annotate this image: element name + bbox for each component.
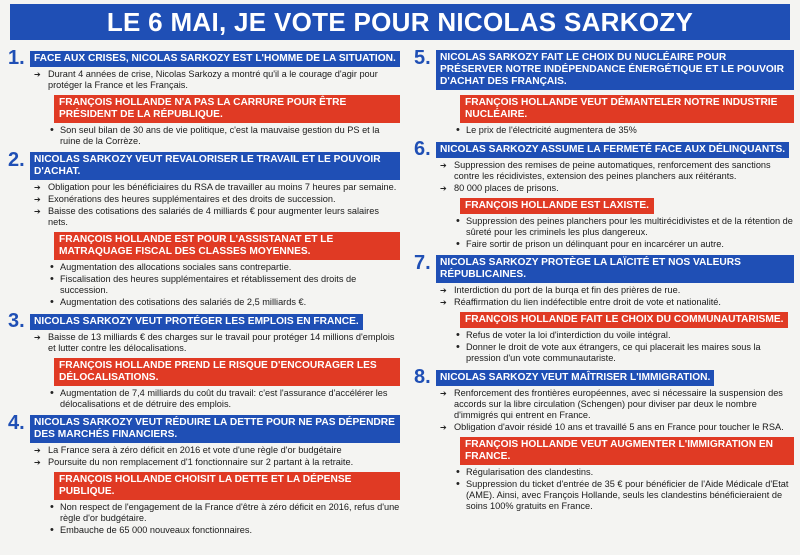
program-section — [414, 48, 794, 136]
sarkozy-heading: FACE AUX CRISES, NICOLAS SARKOZY EST L'HOMME DE LA SITUATION. — [30, 51, 400, 67]
list-item: ➔ Baisse des cotisations des salariés de 4 milliards € pour augmenter leurs salaires nets. — [34, 206, 400, 228]
hollande-points — [30, 262, 400, 308]
list-item: • Non respect de l'engagement de la France d'être à zéro déficit en 2016, refus d'une règle d'or budgétaire. — [50, 502, 400, 524]
hollande-heading: FRANÇOIS HOLLANDE VEUT DÉMANTELER NOTRE INDUSTRIE NUCLÉAIRE. — [460, 95, 794, 123]
section-number: 5. — [414, 47, 431, 69]
sarkozy-points — [30, 182, 400, 228]
title-banner: LE 6 MAI, JE VOTE POUR NICOLAS SARKOZY — [10, 4, 790, 40]
list-item: • Suppression du ticket d'entrée de 35 € pour bénéficier de l'Aide Médicale d'Etat (AME). Ainsi, avec François Hollande, seuls les clandestins bénéficieraient de soins 100% gratuits en France. — [456, 479, 794, 512]
section-number: 3. — [8, 310, 25, 332]
list-item: ➔ Interdiction du port de la burqa et fin des prières de rue. — [440, 285, 794, 296]
hollande-points — [30, 125, 400, 147]
section-number: 6. — [414, 138, 431, 160]
list-item: • Augmentation des allocations sociales sans contrepartie. — [50, 262, 400, 273]
sarkozy-heading: NICOLAS SARKOZY VEUT RÉDUIRE LA DETTE POUR NE PAS DÉPENDRE DES MARCHÉS FINANCIERS. — [30, 415, 400, 443]
program-section — [8, 48, 400, 147]
sarkozy-heading: NICOLAS SARKOZY VEUT REVALORISER LE TRAVAIL ET LE POUVOIR D'ACHAT. — [30, 152, 400, 180]
hollande-heading: FRANÇOIS HOLLANDE FAIT LE CHOIX DU COMMUNAUTARISME. — [460, 312, 788, 328]
sarkozy-points — [30, 445, 400, 468]
hollande-points — [436, 467, 794, 512]
sarkozy-points — [436, 388, 794, 433]
list-item: ➔ Obligation d'avoir résidé 10 ans et travaillé 5 ans en France pour toucher le RSA. — [440, 422, 794, 433]
section-number: 1. — [8, 47, 25, 69]
list-item: • Embauche de 65 000 nouveaux fonctionnaires. — [50, 525, 400, 536]
list-item: ➔ Réaffirmation du lien indéfectible entre droit de vote et nationalité. — [440, 297, 794, 308]
list-item: ➔ Obligation pour les bénéficiaires du RSA de travailler au moins 7 heures par semaine. — [34, 182, 400, 193]
hollande-points — [30, 502, 400, 536]
list-item: • Donner le droit de vote aux étrangers, ce qui placerait les maires sous la pression d'un vote communautariste. — [456, 342, 794, 364]
hollande-heading: FRANÇOIS HOLLANDE CHOISIT LA DETTE ET LA DÉPENSE PUBLIQUE. — [54, 472, 400, 500]
program-section — [414, 253, 794, 364]
list-item: • Son seul bilan de 30 ans de vie politique, c'est la mauvaise gestion du PS et la ruine de la Corrèze. — [50, 125, 400, 147]
hollande-heading: FRANÇOIS HOLLANDE N'A PAS LA CARRURE POUR ÊTRE PRÉSIDENT DE LA RÉPUBLIQUE. — [54, 95, 400, 123]
hollande-heading: FRANÇOIS HOLLANDE PREND LE RISQUE D'ENCOURAGER LES DÉLOCALISATIONS. — [54, 358, 400, 386]
hollande-points — [436, 330, 794, 364]
program-section — [414, 367, 794, 512]
sarkozy-heading: NICOLAS SARKOZY ASSUME LA FERMETÉ FACE AUX DÉLINQUANTS. — [436, 142, 789, 158]
hollande-heading: FRANÇOIS HOLLANDE VEUT AUGMENTER L'IMMIGRATION EN FRANCE. — [460, 437, 794, 465]
list-item: • Refus de voter la loi d'interdiction du voile intégral. — [456, 330, 794, 341]
list-item: • Le prix de l'électricité augmentera de 35% — [456, 125, 794, 136]
list-item: • Suppression des peines planchers pour les multirécidivistes et de la rétention de sûreté pour les criminels les plus dangereux. — [456, 216, 794, 238]
list-item: ➔ La France sera à zéro déficit en 2016 et vote d'une règle d'or budgétaire — [34, 445, 400, 456]
sarkozy-points — [30, 69, 400, 91]
list-item: ➔ Poursuite du non remplacement d'1 fonctionnaire sur 2 partant à la retraite. — [34, 457, 400, 468]
list-item: • Fiscalisation des heures supplémentaires et rétablissement des droits de succession. — [50, 274, 400, 296]
program-section — [8, 413, 400, 536]
list-item: ➔ Baisse de 13 milliards € des charges sur le travail pour protéger 14 millions d'emplois et lutter contre les délocalisations. — [34, 332, 400, 354]
program-section — [414, 139, 794, 250]
hollande-points — [436, 216, 794, 250]
list-item: ➔ Suppression des remises de peine automatiques, renforcement des sanctions contre les récidivistes, extension des peines planchers aux réitérants. — [440, 160, 794, 182]
list-item: ➔ Exonérations des heures supplémentaires et des droits de succession. — [34, 194, 400, 205]
sarkozy-heading: NICOLAS SARKOZY PROTÈGE LA LAÏCITÉ ET NOS VALEURS RÉPUBLICAINES. — [436, 255, 794, 283]
list-item: ➔ Durant 4 années de crise, Nicolas Sarkozy a montré qu'il a le courage d'agir pour protéger la France et les Français. — [34, 69, 400, 91]
sarkozy-points — [436, 285, 794, 308]
sarkozy-heading: NICOLAS SARKOZY FAIT LE CHOIX DU NUCLÉAIRE POUR PRÉSERVER NOTRE INDÉPENDANCE ÉNERGÉTIQUE ET LE POUVOIR D'ACHAT DES FRANÇAIS. — [436, 50, 794, 90]
sarkozy-heading: NICOLAS SARKOZY VEUT PROTÉGER LES EMPLOIS EN FRANCE. — [30, 314, 363, 330]
hollande-points — [30, 388, 400, 410]
hollande-heading: FRANÇOIS HOLLANDE EST LAXISTE. — [460, 198, 654, 214]
left-column — [8, 48, 400, 539]
list-item: • Faire sortir de prison un délinquant pour en incarcérer un autre. — [456, 239, 794, 250]
list-item: • Régularisation des clandestins. — [456, 467, 794, 478]
section-number: 2. — [8, 149, 25, 171]
program-section — [8, 311, 400, 410]
hollande-heading: FRANÇOIS HOLLANDE EST POUR L'ASSISTANAT ET LE MATRAQUAGE FISCAL DES CLASSES MOYENNES. — [54, 232, 400, 260]
list-item: • Augmentation de 7,4 milliards du coût du travail: c'est l'assurance d'accélérer les délocalisations et de détruire des emplois. — [50, 388, 400, 410]
list-item: ➔ 80 000 places de prisons. — [440, 183, 794, 194]
right-column — [414, 48, 794, 515]
list-item: • Augmentation des cotisations des salariés de 2,5 milliards €. — [50, 297, 400, 308]
hollande-points — [436, 125, 794, 136]
sarkozy-points — [30, 332, 400, 354]
section-number: 8. — [414, 366, 431, 388]
sarkozy-points — [436, 160, 794, 194]
program-section — [8, 150, 400, 308]
sarkozy-heading: NICOLAS SARKOZY VEUT MAÎTRISER L'IMMIGRATION. — [436, 370, 714, 386]
list-item: ➔ Renforcement des frontières européennes, avec si nécessaire la suspension des accords sur la libre circulation (Schengen) pour diviser par deux le nombre d'immigrés qui entrent en France. — [440, 388, 794, 421]
section-number: 4. — [8, 412, 25, 434]
section-number: 7. — [414, 252, 431, 274]
